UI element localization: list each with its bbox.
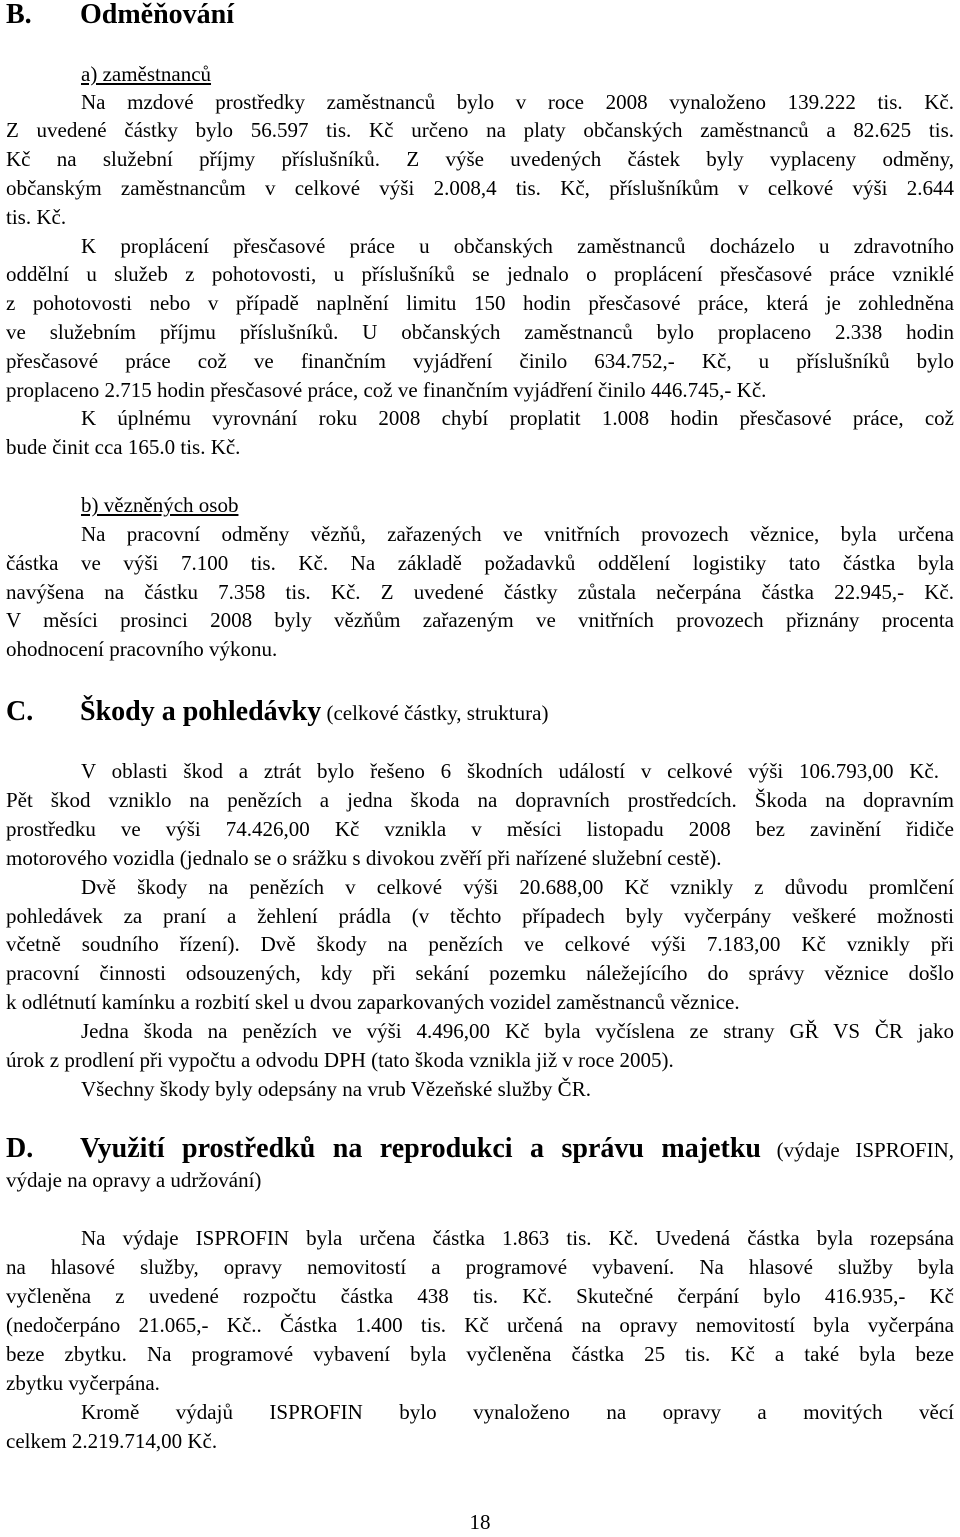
section-d-title: Využití prostředků na reprodukci a správu majetku xyxy=(80,1133,761,1164)
section-d-title-continuation: výdaje na opravy a udržování) xyxy=(6,1168,262,1192)
paragraph-line: zbytku vyčerpána. xyxy=(6,1371,160,1395)
section-c-title: Škody a pohledávky xyxy=(80,696,322,727)
paragraph-line: vyčleněna z uvedené rozpočtu částka 438 tis. Kč. Skutečné čerpání bylo 416.935,- Kč xyxy=(6,1284,954,1308)
paragraph-line: pracovní činnosti odsouzených, kdy při sekání pozemku náležejícího do správy věznice došlo xyxy=(6,961,954,985)
paragraph-line: Na mzdové prostředky zaměstnanců bylo v roce 2008 vynaloženo 139.222 tis. Kč. xyxy=(81,90,954,114)
paragraph-line: úrok z prodlení při vypočtu a odvodu DPH (tato škoda vznikla již v roce 2005). xyxy=(6,1048,674,1072)
paragraph-line: Dvě škody na penězích v celkové výši 20.688,00 Kč vznikly z důvodu promlčení xyxy=(81,875,954,899)
paragraph-line: motorového vozidla (jednalo se o srážku s divokou zvěří při nařízené služební cestě). xyxy=(6,846,722,870)
paragraph-line: z pohotovosti nebo v případě naplnění limitu 150 hodin přesčasové práce, která je zohledněna xyxy=(6,291,954,315)
paragraph-line: na hlasové služby, opravy nemovitostí a programové vybavení. Na hlasové služby byla xyxy=(6,1255,954,1279)
paragraph-line: K proplácení přesčasové práce u občanských zaměstnanců docházelo u zdravotního xyxy=(81,234,954,258)
paragraph-line: prostředku ve výši 74.426,00 Kč vznikla v měsíci listopadu 2008 bez zavinění řidiče xyxy=(6,817,954,841)
paragraph-line: beze zbytku. Na programové vybavení byla vyčleněna částka 25 tis. Kč a také byla beze xyxy=(6,1342,954,1366)
paragraph-line: k odlétnutí kamínku a rozbití skel u dvou zaparkovaných vozidel zaměstnanců věznice. xyxy=(6,990,740,1014)
paragraph-line: Na pracovní odměny vězňů, zařazených ve vnitřních provozech věznice, byla určena xyxy=(81,522,954,546)
paragraph-line: ve služebním příjmu příslušníků. U občanských zaměstnanců bylo proplaceno 2.338 hodin xyxy=(6,320,954,344)
paragraph-line: (nedočerpáno 21.065,- Kč.. Částka 1.400 tis. Kč určená na opravy nemovitostí byla vyčerpána xyxy=(6,1313,954,1337)
subsection-a-label: a) zaměstnanců xyxy=(81,62,212,86)
paragraph-line: pohledávek za praní a žehlení prádla (v těchto případech byly vyčerpány veškeré možnosti xyxy=(6,904,954,928)
section-b-title: Odměňování xyxy=(80,0,235,30)
paragraph-line: oddělní u služeb z pohotovosti, u příslušníků se jednalo o proplácení přesčasové práce vzniklé xyxy=(6,262,954,286)
paragraph-line: částka ve výši 7.100 tis. Kč. Na základě požadavků oddělení logistiky tato částka byla xyxy=(6,551,954,575)
paragraph-line: Pět škod vzniklo na penězích a jedna škoda na dopravních prostředcích. Škoda na dopravním xyxy=(6,788,954,812)
paragraph-line: Kč na služební příjmy příslušníků. Z výše uvedených částek byly vyplaceny odměny, xyxy=(6,147,954,171)
paragraph-line: Jedna škoda na penězích ve výši 4.496,00 Kč byla vyčíslena ze strany GŘ VS ČR jako xyxy=(81,1019,954,1043)
paragraph-line: Na výdaje ISPROFIN byla určena částka 1.863 tis. Kč. Uvedená částka byla rozepsána xyxy=(81,1226,954,1250)
paragraph-line: celkem 2.219.714,00 Kč. xyxy=(6,1429,218,1453)
paragraph-line: Kromě výdajů ISPROFIN bylo vynaloženo na opravy a movitých věcí xyxy=(81,1400,954,1424)
section-d-title-suffix: (výdaje ISPROFIN, xyxy=(760,1138,954,1162)
paragraph-line: navýšena na částku 7.358 tis. Kč. Z uvedené částky zůstala nečerpána částka 22.945,- Kč. xyxy=(6,580,954,604)
paragraph-line: občanským zaměstnancům v celkové výši 2.008,4 tis. Kč, příslušníkům v celkové výši 2.644 xyxy=(6,176,954,200)
page-number: 18 xyxy=(469,1510,491,1534)
section-c-title-suffix: (celkové částky, struktura) xyxy=(321,701,549,725)
section-c-letter: C. xyxy=(6,696,34,727)
paragraph-line: V měsíci prosinci 2008 byly vězňům zařazeným ve vnitřních provozech přiznány procenta xyxy=(6,608,954,632)
paragraph-line: V oblasti škod a ztrát bylo řešeno 6 škodních událostí v celkové výši 106.793,00 Kč. xyxy=(81,759,939,783)
section-b-letter: B. xyxy=(6,0,32,30)
subsection-b-label: b) vězněných osob xyxy=(81,493,239,517)
paragraph-line: K úplnému vyrovnání roku 2008 chybí proplatit 1.008 hodin přesčasové práce, což xyxy=(81,406,954,430)
paragraph-line: proplaceno 2.715 hodin přesčasové práce, což ve finančním vyjádření činilo 446.745,- Kč. xyxy=(6,378,767,402)
paragraph-line: tis. Kč. xyxy=(6,205,67,229)
paragraph-line: ohodnocení pracovního výkonu. xyxy=(6,637,278,661)
paragraph-line: včetně soudního řízení). Dvě škody na penězích ve celkové výši 7.183,00 Kč vznikly při xyxy=(6,932,954,956)
section-d-letter: D. xyxy=(6,1133,34,1164)
paragraph-line: Všechny škody byly odepsány na vrub Vězeňské služby ČR. xyxy=(81,1077,591,1101)
section-c-heading xyxy=(6,695,548,730)
section-b-heading xyxy=(6,0,234,30)
section-d-heading xyxy=(6,1132,954,1167)
paragraph-line: přesčasové práce což ve finančním vyjádření činilo 634.752,- Kč, u příslušníků bylo xyxy=(6,349,954,373)
paragraph-line: Z uvedené částky bylo 56.597 tis. Kč určeno na platy občanských zaměstnanců a 82.625 tis. xyxy=(6,118,954,142)
paragraph-line: bude činit cca 165.0 tis. Kč. xyxy=(6,435,241,459)
